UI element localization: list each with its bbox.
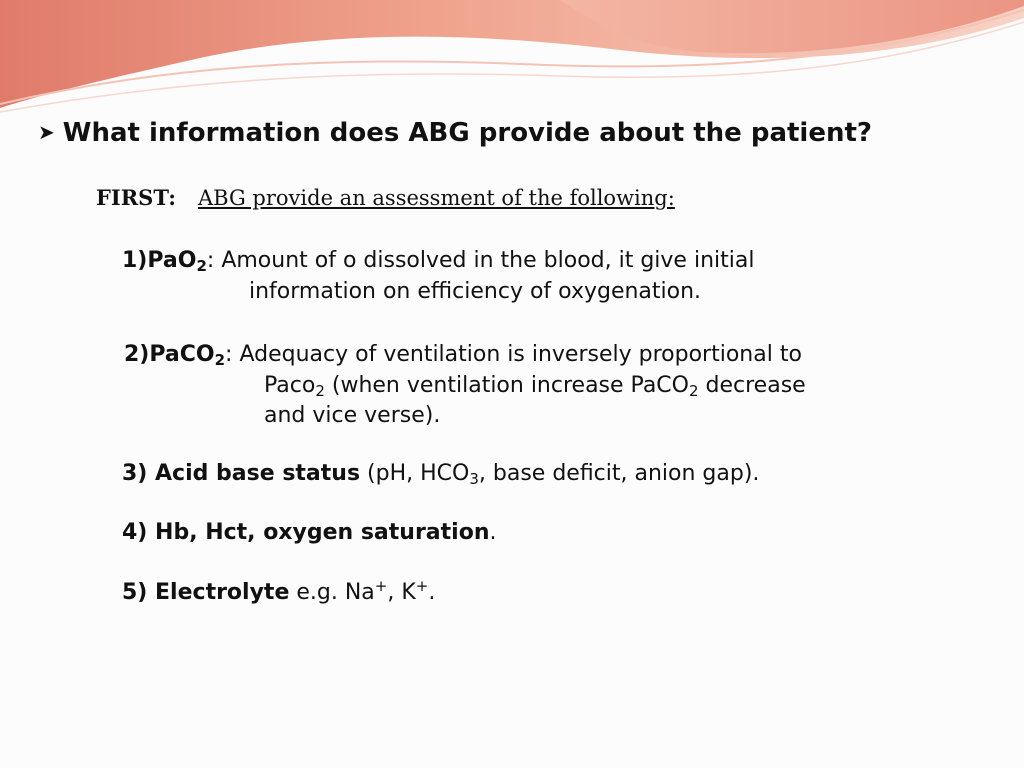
list-item-hb: 4) Hb, Hct, oxygen saturation. [122, 520, 497, 545]
list-item-paco2-cont2: and vice verse). [264, 403, 441, 428]
slide-heading [38, 118, 872, 148]
list-item-electrolyte: 5) Electrolyte e.g. Na+, K+. [122, 577, 436, 605]
list-item-acid-base: 3) Acid base status (pH, $HCO_3$, base deficit, anion gap). [122, 461, 760, 488]
first-text: ABG provide an assessment of the following: [197, 186, 675, 210]
first-label: FIRST: [96, 185, 176, 210]
header-wave-banner [0, 0, 1024, 120]
heading-text: What information does ABG provide about the patient? [62, 118, 873, 148]
list-item-paco2: 2)PaCO$_2$: Adequacy of ventilation is inversely proportional to [124, 342, 802, 369]
list-item-pao2-cont: information on efficiency of oxygenation. [249, 279, 702, 304]
arrow-bullet-icon: ➤ [38, 120, 55, 144]
first-line [96, 185, 675, 210]
list-item-pao2: 1)PaO$_2$: Amount of o dissolved in the blood, it give initial [122, 248, 755, 275]
list-item-paco2-cont: Paco$_2$ (when ventilation increase PaCO$_2$ decrease [264, 373, 806, 400]
